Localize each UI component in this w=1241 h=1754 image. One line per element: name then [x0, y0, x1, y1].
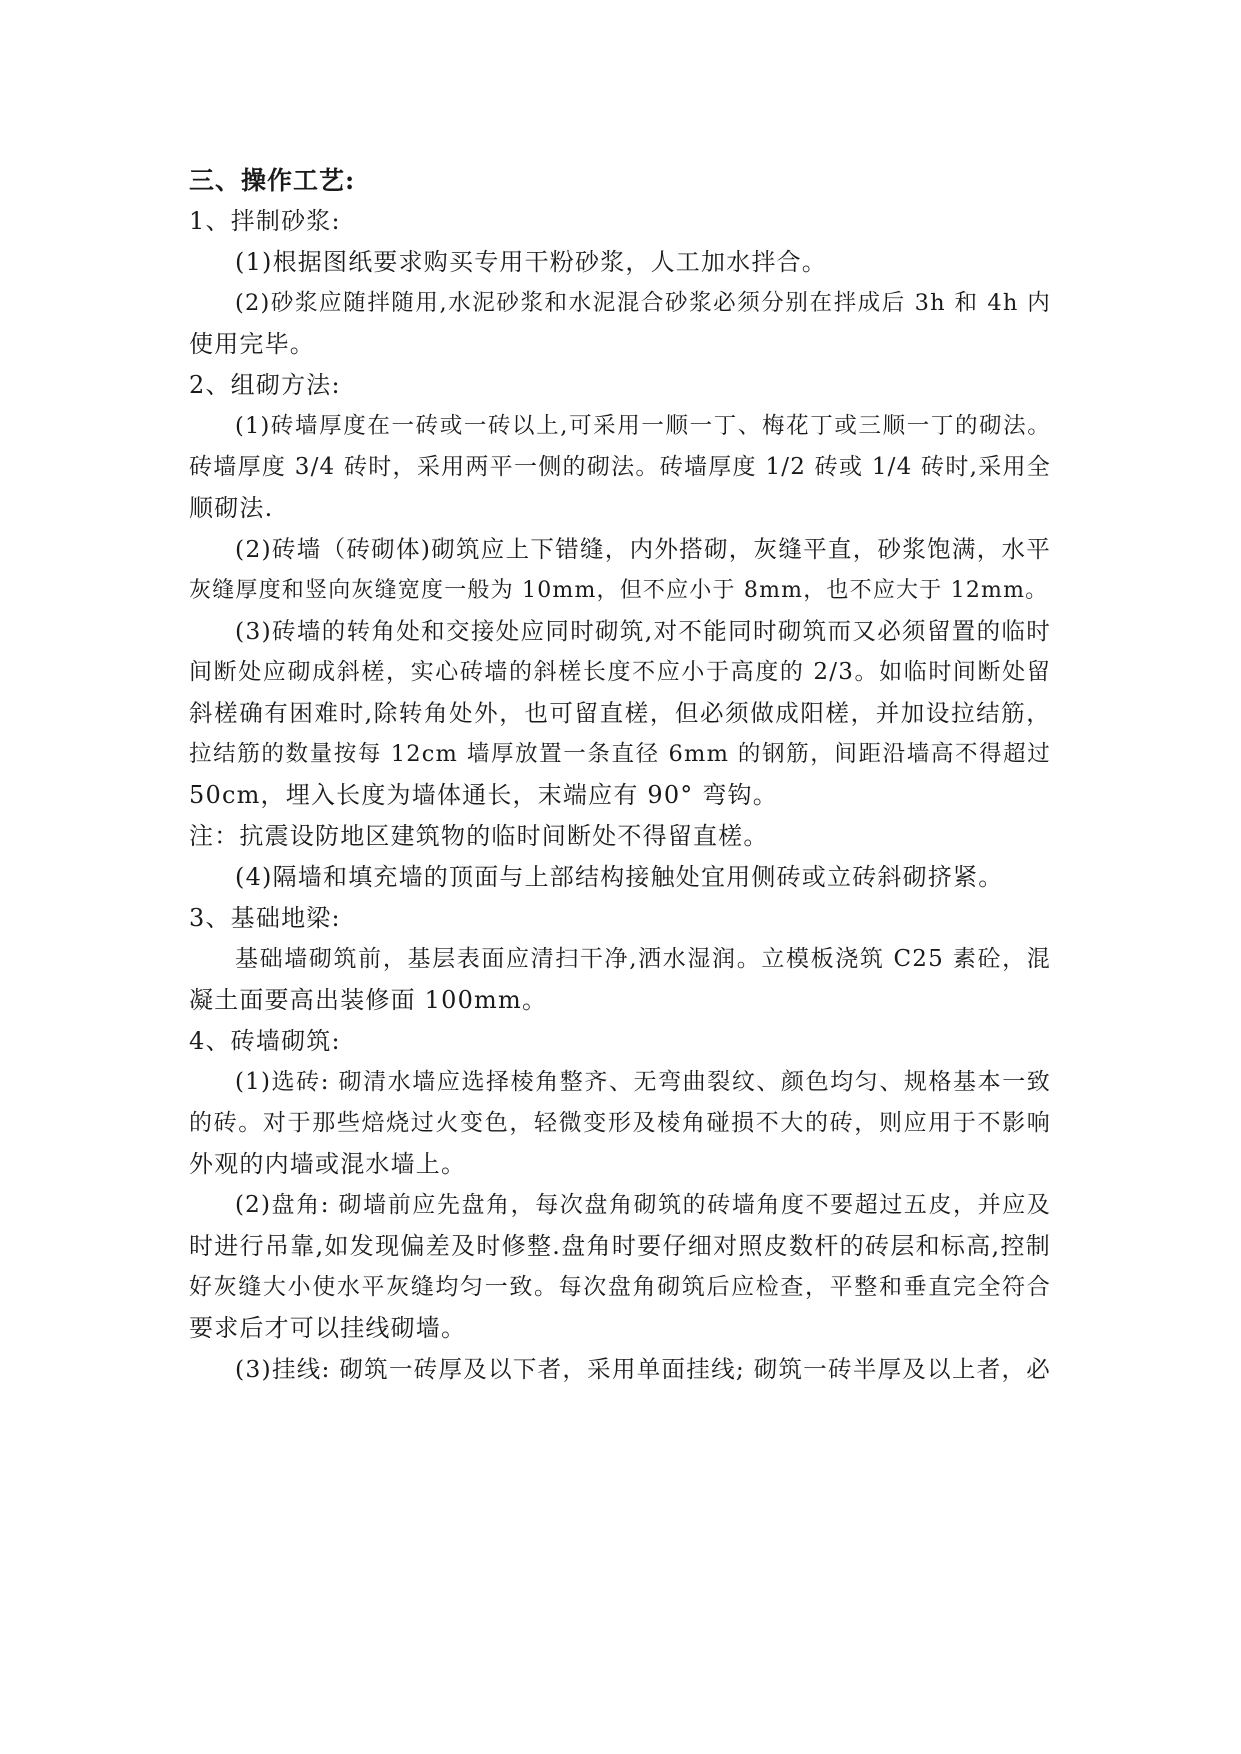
text-line: 间断处应砌成斜槎，实心砖墙的斜槎长度不应小于高度的 2/3。如临时间断处留	[189, 659, 1051, 685]
text-line: 2、组砌方法:	[189, 371, 341, 399]
text-line: 1、拌制砂浆:	[189, 207, 341, 235]
text-line: 灰缝厚度和竖向灰缝宽度一般为 10mm，但不应小于 8mm，也不应大于 12mm。	[189, 578, 1049, 603]
text-line: 的砖。对于那些焙烧过火变色，轻微变形及棱角碰损不大的砖，则应用于不影响	[189, 1110, 1051, 1136]
text-line: (2)砂浆应随拌随用,水泥砂浆和水泥混合砂浆必须分别在拌成后 3h 和 4h 内	[235, 290, 1051, 316]
text-line: 注：抗震设防地区建筑物的临时间断处不得留直槎。	[189, 822, 769, 850]
text-line: 4、砖墙砌筑:	[189, 1027, 341, 1055]
text-line: (1)砖墙厚度在一砖或一砖以上,可采用一顺一丁、梅花丁或三顺一丁的砌法。	[235, 413, 1051, 439]
text-line: (1)根据图纸要求购买专用干粉砂浆，人工加水拌合。	[235, 248, 827, 276]
text-line: 3、基础地梁:	[189, 904, 341, 932]
text-line: 时进行吊靠,如发现偏差及时修整.盘角时要仔细对照皮数杆的砖层和标高,控制	[189, 1232, 1051, 1260]
text-line: (2)砖墙（砖砌体)砌筑应上下错缝，内外搭砌，灰缝平直，砂浆饱满，水平	[235, 535, 1051, 563]
text-line: 使用完毕。	[189, 330, 315, 358]
text-line: 斜槎确有困难时,除转角处外，也可留直槎，但必须做成阳槎，并加设拉结筋，	[189, 699, 1051, 727]
text-line: 凝土面要高出装修面 100mm。	[189, 986, 548, 1014]
text-line: (3)砖墙的转角处和交接处应同时砌筑,对不能同时砌筑而又必须留置的临时	[235, 617, 1051, 645]
text-line: (3)挂线: 砌筑一砖厚及以下者，采用单面挂线; 砌筑一砖半厚及以上者，必	[235, 1355, 1051, 1383]
text-line: 顺砌法.	[189, 494, 274, 522]
text-line: 好灰缝大小使水平灰缝均匀一致。每次盘角砌筑后应检查，平整和垂直完全符合	[189, 1274, 1051, 1300]
text-line: (4)隔墙和填充墙的顶面与上部结构接触处宜用侧砖或立砖斜砌挤紧。	[235, 863, 1004, 891]
text-line: 砖墙厚度 3/4 砖时，采用两平一侧的砌法。砖墙厚度 1/2 砖或 1/4 砖时,采用全	[189, 454, 1051, 480]
text-line: 拉结筋的数量按每 12cm 墙厚放置一条直径 6mm 的钢筋，间距沿墙高不得超过	[189, 741, 1051, 767]
text-line: 外观的内墙或混水墙上。	[189, 1150, 467, 1178]
text-line: (2)盘角: 砌墙前应先盘角，每次盘角砌筑的砖墙角度不要超过五皮，并应及	[235, 1192, 1051, 1218]
section-title: 三、操作工艺:	[189, 166, 356, 195]
text-line: 50cm，埋入长度为墙体通长，末端应有 90° 弯钩。	[189, 781, 778, 809]
text-line: 要求后才可以挂线砌墙。	[189, 1314, 467, 1342]
text-line: 基础墙砌筑前，基层表面应清扫干净,洒水湿润。立模板浇筑 C25 素砼，混	[235, 946, 1051, 972]
text-line: (1)选砖: 砌清水墙应选择棱角整齐、无弯曲裂纹、颜色均匀、规格基本一致	[235, 1069, 1051, 1095]
document-body	[189, 160, 1051, 1390]
paragraph-lines	[189, 201, 1051, 1390]
